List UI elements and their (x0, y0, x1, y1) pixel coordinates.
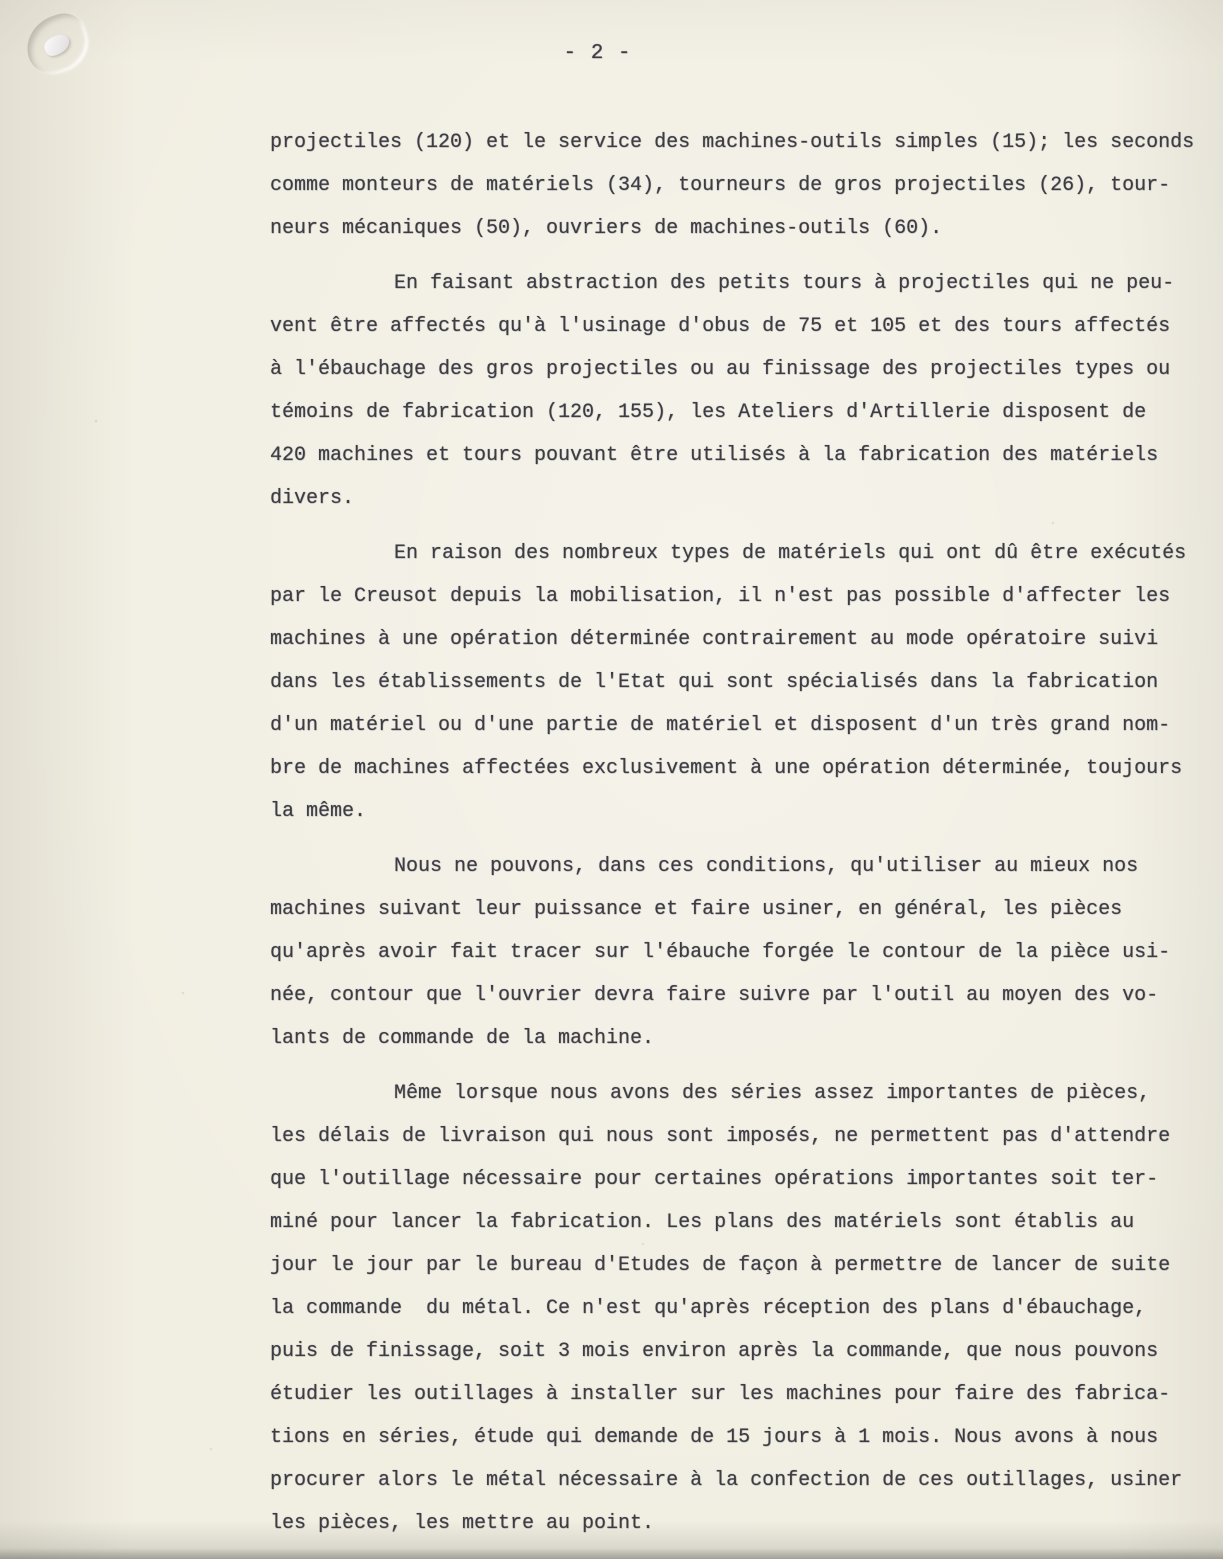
text-line: neurs mécaniques (50), ouvriers de machines-outils (60). (270, 217, 943, 240)
page-number: - 2 - (563, 42, 632, 65)
paragraph (270, 121, 1198, 250)
text-line: 420 machines et tours pouvant être utilisés à la fabrication des matériels (270, 444, 1159, 467)
text-line: la commande du métal. Ce n'est qu'après réception des plans d'ébauchage, (270, 1297, 1147, 1320)
text-line: Même lorsque nous avons des séries assez importantes de pièces, (394, 1082, 1151, 1105)
text-line: comme monteurs de matériels (34), tourneurs de gros projectiles (26), tour- (270, 174, 1171, 197)
text-line: projectiles (120) et le service des machines-outils simples (15); les seconds (270, 131, 1195, 154)
paragraph (270, 262, 1198, 520)
text-line: jour le jour par le bureau d'Etudes de façon à permettre de lancer de suite (270, 1254, 1171, 1277)
text-line: que l'outillage nécessaire pour certaines opérations importantes soit ter- (270, 1168, 1159, 1191)
text-line: bre de machines affectées exclusivement à une opération déterminée, toujours (270, 757, 1183, 780)
text-line: la même. (270, 800, 367, 823)
text-line: étudier les outillages à installer sur les machines pour faire des fabrica- (270, 1383, 1171, 1406)
text-line: à l'ébauchage des gros projectiles ou au finissage des projectiles types ou (270, 358, 1171, 381)
paragraph (270, 1072, 1198, 1545)
paragraph (270, 532, 1198, 833)
paragraph (270, 845, 1198, 1060)
scan-speckles (0, 0, 2, 2)
text-line: d'un matériel ou d'une partie de matériel et disposent d'un très grand nom- (270, 714, 1171, 737)
document-body (270, 121, 1198, 1545)
text-line: miné pour lancer la fabrication. Les plans des matériels sont établis au (270, 1211, 1135, 1234)
text-line: dans les établissements de l'Etat qui sont spécialisés dans la fabrication (270, 671, 1159, 694)
text-line: Nous ne pouvons, dans ces conditions, qu'utiliser au mieux nos (394, 855, 1139, 878)
text-line: En faisant abstraction des petits tours à projectiles qui ne peu- (394, 272, 1175, 295)
text-line: machines à une opération déterminée contrairement au mode opératoire suivi (270, 628, 1159, 651)
text-line: lants de commande de la machine. (270, 1027, 655, 1050)
text-line: née, contour que l'ouvrier devra faire suivre par l'outil au moyen des vo- (270, 984, 1159, 1007)
text-line: En raison des nombreux types de matériels qui ont dû être exécutés (394, 542, 1187, 565)
text-line: par le Creusot depuis la mobilisation, il n'est pas possible d'affecter les (270, 585, 1171, 608)
text-line: les délais de livraison qui nous sont imposés, ne permettent pas d'attendre (270, 1125, 1171, 1148)
text-line: vent être affectés qu'à l'usinage d'obus de 75 et 105 et des tours affectés (270, 315, 1171, 338)
text-line: qu'après avoir fait tracer sur l'ébauche forgée le contour de la pièce usi- (270, 941, 1171, 964)
text-line: les pièces, les mettre au point. (270, 1512, 655, 1535)
text-line: tions en séries, étude qui demande de 15 jours à 1 mois. Nous avons à nous (270, 1426, 1159, 1449)
text-line: puis de finissage, soit 3 mois environ après la commande, que nous pouvons (270, 1340, 1159, 1363)
text-line: témoins de fabrication (120, 155), les Ateliers d'Artillerie disposent de (270, 401, 1147, 424)
text-line: machines suivant leur puissance et faire usiner, en général, les pièces (270, 898, 1123, 921)
text-line: divers. (270, 487, 355, 510)
text-line: procurer alors le métal nécessaire à la confection de ces outillages, usiner (270, 1469, 1183, 1492)
